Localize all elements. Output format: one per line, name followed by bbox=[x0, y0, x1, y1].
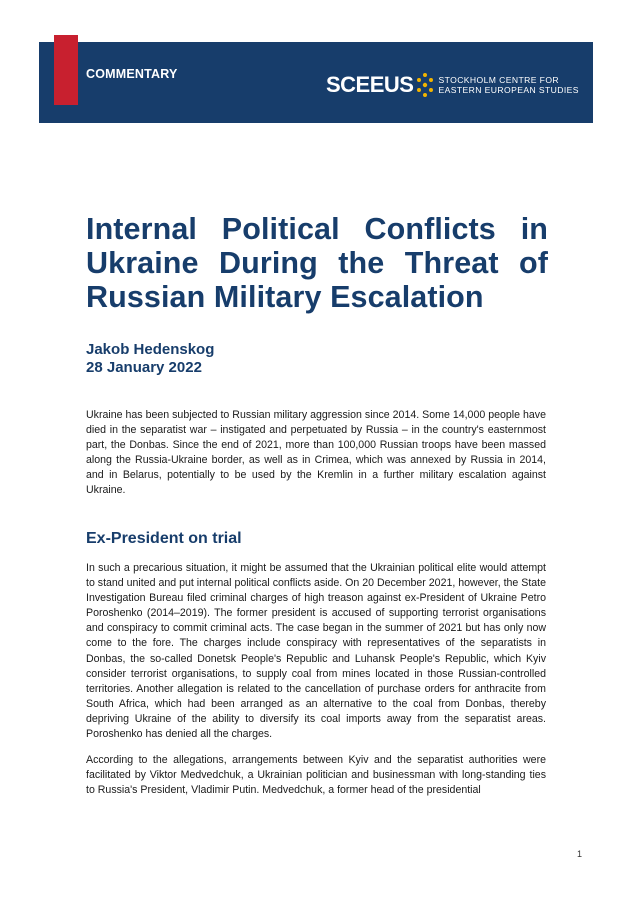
document-type-label: COMMENTARY bbox=[86, 67, 178, 81]
logo-dots-icon bbox=[416, 72, 434, 98]
body-paragraph-2: According to the allegations, arrangements between Kyiv and the separatist authorities were facilitated by Viktor Medvedchuk, a Ukrainian politician and businessman with long-standing ties to Russia's President, Vladimir Putin. Medvedchuk, a former head of the presidential bbox=[86, 754, 546, 797]
body-paragraph-1: In such a precarious situation, it might be assumed that the Ukrainian political elite would attempt to stand united and put internal political conflicts aside. On 20 December 2021, however, the State Investigation Bureau filed criminal charges of high treason against ex-President of Ukraine Petro Poroshenko (2014–2019). The former president is accused of supporting terrorist organisations and conspiracy to commit criminal acts. The case began in the summer of 2021 but has only now come to the fore. The charges include conspiracy with representatives of the separatists in Donbas, the so-called Donetsk People's Republic and Luhansk People's Republic, which Kyiv consider terrorist organisations, to supply coal from mines located in those Russian-controlled territories. Another allegation is related to the cancellation of purchase orders for anthracite from South Africa, which had been arranged as an alternative to the coal from Donbas, thereby depriving Ukraine of the ability to diversify its coal imports away from the separatist areas. Poroshenko has denied all the charges. bbox=[86, 562, 546, 741]
logo-subtitle-line1: STOCKHOLM CENTRE FOR bbox=[438, 75, 560, 85]
logo-subtitle-line2: EASTERN EUROPEAN STUDIES bbox=[438, 85, 579, 95]
intro-paragraph: Ukraine has been subjected to Russian military aggression since 2014. Some 14,000 people have died in the separatist war – instigated and perpetuated by Russia – in the country's easternmost part, the Donbas. Since the end of 2021, more than 100,000 Russian troops have been massed along the Russia-Ukraine border, as well as in Crimea, which was annexed by Russia in 2014, and in Belarus, potentially to be used by the Kremlin in a further military escalation against Ukraine. bbox=[86, 409, 546, 497]
section-heading: Ex-President on trial bbox=[86, 530, 242, 547]
page-number: 1 bbox=[577, 849, 583, 859]
document-title: Internal Political Conflicts in Ukraine During the Threat of Russian Military Escalation bbox=[86, 212, 548, 314]
logo-wordmark: SCEEUS bbox=[326, 72, 414, 97]
sceeus-logo bbox=[326, 71, 579, 99]
publication-date: 28 January 2022 bbox=[86, 359, 202, 376]
accent-tab bbox=[54, 35, 78, 105]
author-name: Jakob Hedenskog bbox=[86, 341, 215, 358]
logo-subtitle bbox=[438, 75, 578, 95]
